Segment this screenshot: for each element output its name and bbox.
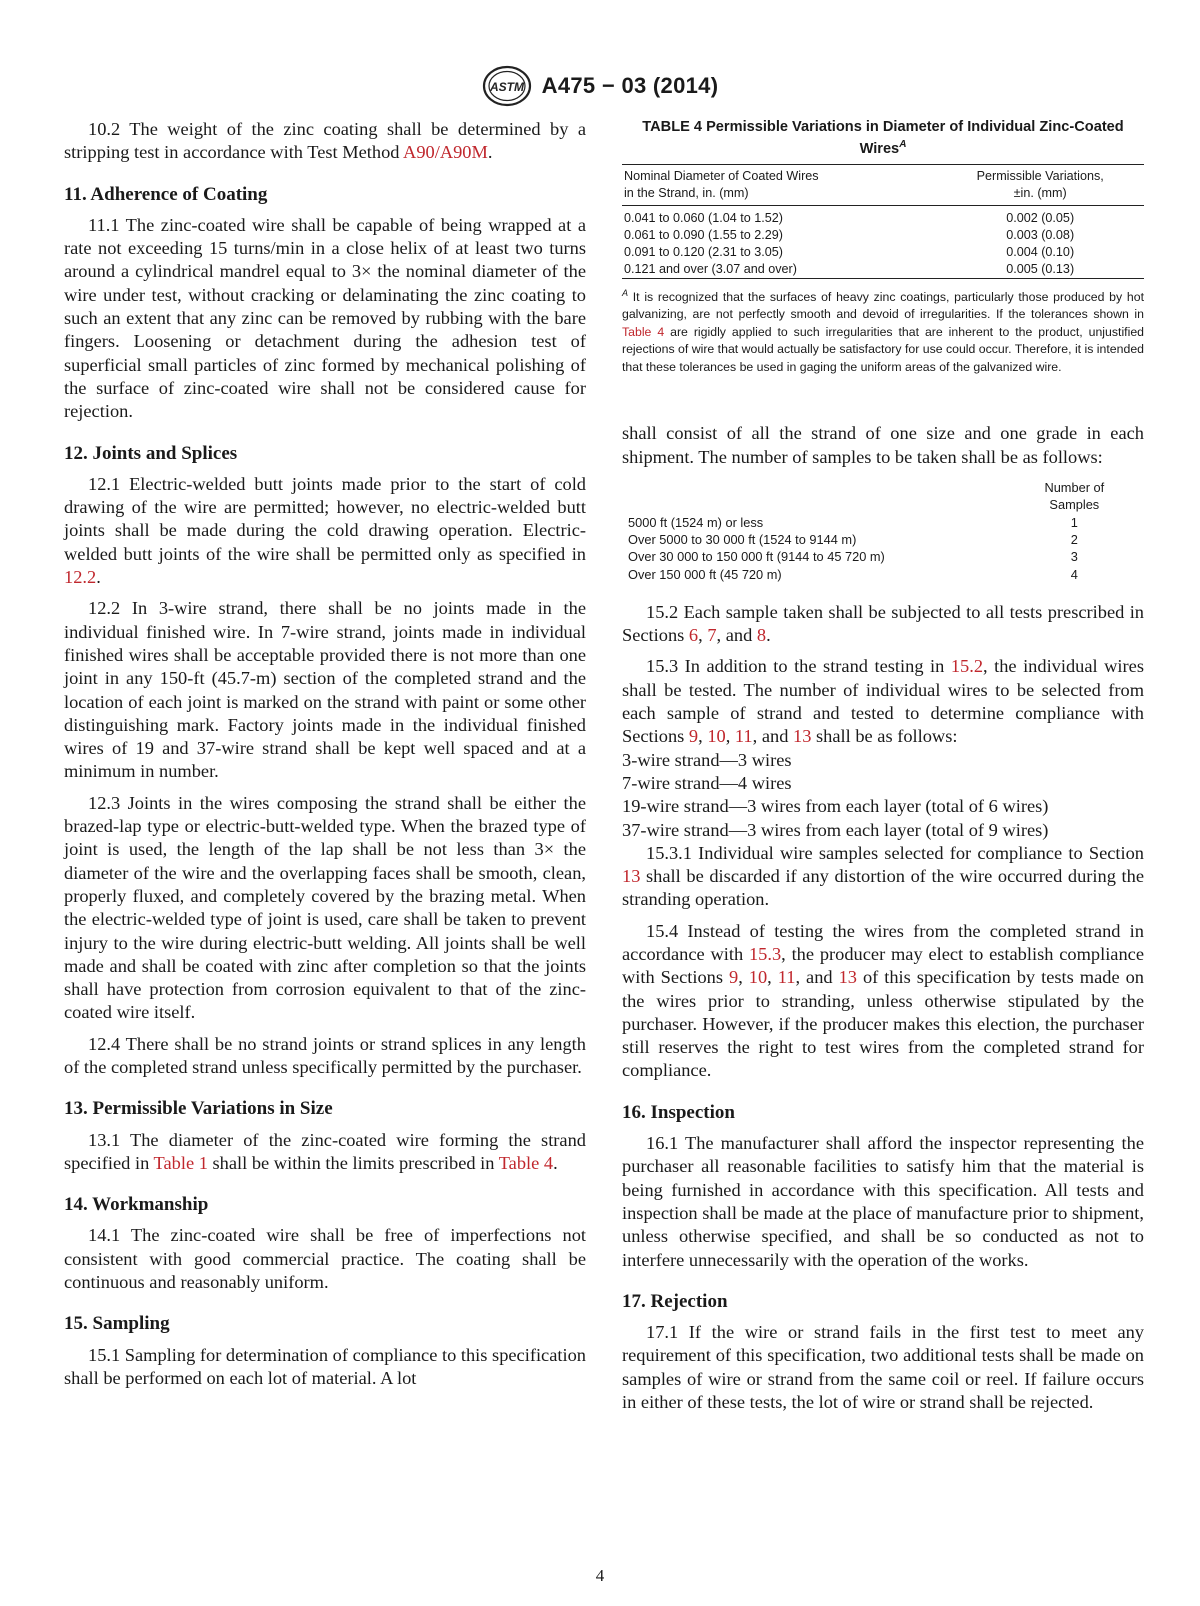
heading-11: 11. Adherence of Coating xyxy=(64,183,268,205)
heading-15: 15. Sampling xyxy=(64,1313,170,1335)
page-header xyxy=(0,64,1200,108)
table-row: 0.061 to 0.090 (1.55 to 2.29) 0.003 (0.08) xyxy=(624,227,1075,242)
list-item: 19-wire strand—3 wires from each layer (total of 6 wires) xyxy=(622,796,1049,817)
right-column xyxy=(622,118,1144,1422)
table-row: Over 150 000 ft (45 720 m) 4 xyxy=(628,566,1078,582)
table-row: Over 30 000 to 150 000 ft (9144 to 45 720 m) 3 xyxy=(628,549,1078,565)
link-section-7[interactable]: 7 xyxy=(707,625,717,646)
list-item: 3-wire strand—3 wires xyxy=(622,749,792,770)
link-section-10[interactable]: 10 xyxy=(707,726,726,747)
link-12-2[interactable]: 12.2 xyxy=(64,567,97,588)
page-number: 4 xyxy=(595,1566,605,1585)
left-column xyxy=(64,118,586,1398)
paragraph-15-4: 15.4 Instead of testing the wires from the completed strand in accordance with 15.3, the producer may elect to establish compliance with Sections 9, 10, 11, and 13 of this specification by tests made on the wires prior to stranding, unless otherwise stipulated by the purchaser. However, if the producer makes this election, the purchaser still reserves the right to test wires from the completed strand for compliance. xyxy=(622,920,1144,1081)
paragraph-15-3-1: 15.3.1 Individual wire samples selected for compliance to Section 13 shall be discarded if any distortion of the wire occurred during the stranding operation. xyxy=(622,842,1144,910)
link-section-8[interactable]: 8 xyxy=(756,625,767,646)
table-row: 5000 ft (1524 m) or less 1 xyxy=(628,514,1078,530)
table-4-title: TABLE 4 Permissible Variations in Diameter of Individual Zinc-Coated Wires$^A$ xyxy=(642,119,1124,157)
heading-17: 17. Rejection xyxy=(622,1290,728,1312)
heading-13: 13. Permissible Variations in Size xyxy=(64,1098,333,1120)
heading-14: 14. Workmanship xyxy=(64,1194,209,1216)
link-a90[interactable]: A90/A90M xyxy=(403,142,488,163)
heading-12: 12. Joints and Splices xyxy=(64,442,238,464)
paragraph-15-1: 15.1 Sampling for determination of compliance to this specification shall be performed on each lot of material. A lot xyxy=(64,1344,586,1388)
paragraph-12-4: 12.4 There shall be no strand joints or strand splices in any length of the completed strand unless specifically permitted by the purchaser. xyxy=(64,1033,586,1077)
link-section-6[interactable]: 6 xyxy=(688,625,699,646)
svg-text:ASTM: ASTM xyxy=(489,80,524,94)
link-section-11-b[interactable]: 11 xyxy=(777,967,796,988)
table-4-col-diameter: Nominal Diameter of Coated Wires in the Strand, in. (mm) xyxy=(624,168,819,200)
table-4-footnote: $^A$ It is recognized that the surfaces of heavy zinc coatings, particularly those produced by hot galvanizing, are not perfectly smooth and devoid of irregularities. If the tolerances shown in Table 4 are rigidly applied to such irregularities that are inherent to the product, unjustified rejections of wire that would actually be satisfactory for use could occur. Therefore, it is intended that these tolerances be used in gaging the uniform areas of the galvanized wire. xyxy=(622,287,1145,374)
link-15-3[interactable]: 15.3 xyxy=(748,943,782,964)
link-section-13-c[interactable]: 13 xyxy=(838,967,857,988)
link-section-13-b[interactable]: 13 xyxy=(622,866,641,887)
paragraph-15-2: 15.2 Each sample taken shall be subjected to all tests prescribed in Sections 6, 7, and 8. xyxy=(622,601,1144,646)
table-row: 0.091 to 0.120 (2.31 to 3.05) 0.004 (0.10) xyxy=(624,244,1075,259)
paragraph-16-1: 16.1 The manufacturer shall afford the inspector representing the purchaser all reasonable facilities to satisfy him that the material is being furnished in accordance with this specification. All tests and inspection shall be made at the place of manufacture prior to shipment, unless otherwise specified, and shall be so conducted as not to interfere unnecessarily with the operation of the works. xyxy=(622,1133,1144,1270)
link-section-13[interactable]: 13 xyxy=(793,726,812,747)
link-section-9-b[interactable]: 9 xyxy=(728,967,739,988)
document-designation: A475 − 03 (2014) xyxy=(541,73,719,98)
paragraph-12-2: 12.2 In 3-wire strand, there shall be no joints made in the individual finished wire. In 7-wire strand, joints made in individual finished wires shall be acceptable provided there is not more than one joint in any 150-ft (45.7-m) section of the completed strand and the location of each joint is marked on the strand with paint or some other distinguishing mark. Factory joints made in the individual finished wires of 19 and 37-wire strand shall be kept well spaced and at a minimum in number. xyxy=(64,598,586,782)
table-row: 0.121 and over (3.07 and over) 0.005 (0.13) xyxy=(622,261,1144,279)
heading-16: 16. Inspection xyxy=(622,1101,735,1123)
paragraph-15-1-continued: shall consist of all the strand of one size and one grade in each shipment. The number of samples to be taken shall be as follows: xyxy=(622,423,1144,467)
link-section-9[interactable]: 9 xyxy=(688,726,699,747)
link-section-10-b[interactable]: 10 xyxy=(748,967,768,988)
link-section-11[interactable]: 11 xyxy=(734,726,753,747)
paragraph-14-1: 14.1 The zinc-coated wire shall be free of imperfections not consistent with good commercial practice. The coating shall be continuous and reasonably uniform. xyxy=(64,1225,586,1293)
link-table-1[interactable]: Table 1 xyxy=(153,1152,208,1173)
paragraph-12-3: 12.3 Joints in the wires composing the strand shall be either the brazed-lap type or electric-butt-welded type. When the brazed type of joint is used, the length of the lap shall be not less than 3× the diameter of the wire and the overlapping faces shall be smooth, clean, properly fluxed, and completely covered by the brazing metal. When the electric-welded type of joint is used, care shall be taken to prevent injury to the wire during electric-butt welding. All joints shall be well made and shall be coated with zinc after completion so that the joints shall have protection from corrosion equivalent to that of the zinc-coated wire itself. xyxy=(64,792,586,1023)
table-row: 0.041 to 0.060 (1.04 to 1.52) 0.002 (0.05) xyxy=(624,210,1075,225)
table-row: Over 5000 to 30 000 ft (1524 to 9144 m) 2 xyxy=(628,531,1078,547)
paragraph-11-1: 11.1 The zinc-coated wire shall be capable of being wrapped at a rate not exceeding 15 turns/min in a close helix of at least two turns around a cylindrical mandrel equal to 3× the nominal diameter of the wire under test, without cracking or delaminating the zinc coating to such an extent that any zinc can be removed by rubbing with the bare fingers. Loosening or detachment during the adhesion test of superficial small particles of zinc formed by mechanical polishing of the surface of zinc-coated wire shall not be considered cause for rejection. xyxy=(64,214,586,422)
paragraph-15-3: 15.3 In addition to the strand testing in 15.2, the individual wires shall be tested. The number of individual wires to be selected from each sample of strand and tested to determine compliance with Sections 9, 10, 11, and 13 shall be as follows: xyxy=(622,656,1144,747)
sampling-col-number: Number of Samples xyxy=(1044,480,1105,513)
paragraph-12-1: 12.1 Electric-welded butt joints made prior to the start of cold drawing of the wire are permitted; however, no electric-welded butt joints shall be made during the cold drawing operation. Electric-welded butt joints of the wire shall be permitted only as specified in 12.2. xyxy=(64,473,586,588)
paragraph-13-1: 13.1 The diameter of the zinc-coated wire forming the strand specified in Table 1 shall be within the limits prescribed in Table 4. xyxy=(64,1129,586,1173)
link-table-4[interactable]: Table 4 xyxy=(498,1152,554,1173)
link-15-2[interactable]: 15.2 xyxy=(950,656,984,677)
table-4 xyxy=(622,164,1144,279)
astm-logo-icon xyxy=(482,65,532,107)
table-4-col-variation: Permissible Variations, ±in. (mm) xyxy=(976,168,1104,200)
table-4-header-row xyxy=(622,164,1144,205)
list-item: 7-wire strand—4 wires xyxy=(622,772,792,793)
sampling-table xyxy=(628,479,1134,583)
paragraph-10-2: 10.2 The weight of the zinc coating shall be determined by a stripping test in accordance with Test Method A90/A90M. xyxy=(64,119,586,163)
link-table-4-footnote[interactable]: Table 4 xyxy=(622,324,665,339)
list-item: 37-wire strand—3 wires from each layer (total of 9 wires) xyxy=(622,819,1049,840)
paragraph-17-1: 17.1 If the wire or strand fails in the first test to meet any requirement of this specification, two additional tests shall be made on samples of wire or strand from the same coil or reel. If failure occurs in either of these tests, the lot of wire or strand shall be rejected. xyxy=(622,1322,1144,1413)
